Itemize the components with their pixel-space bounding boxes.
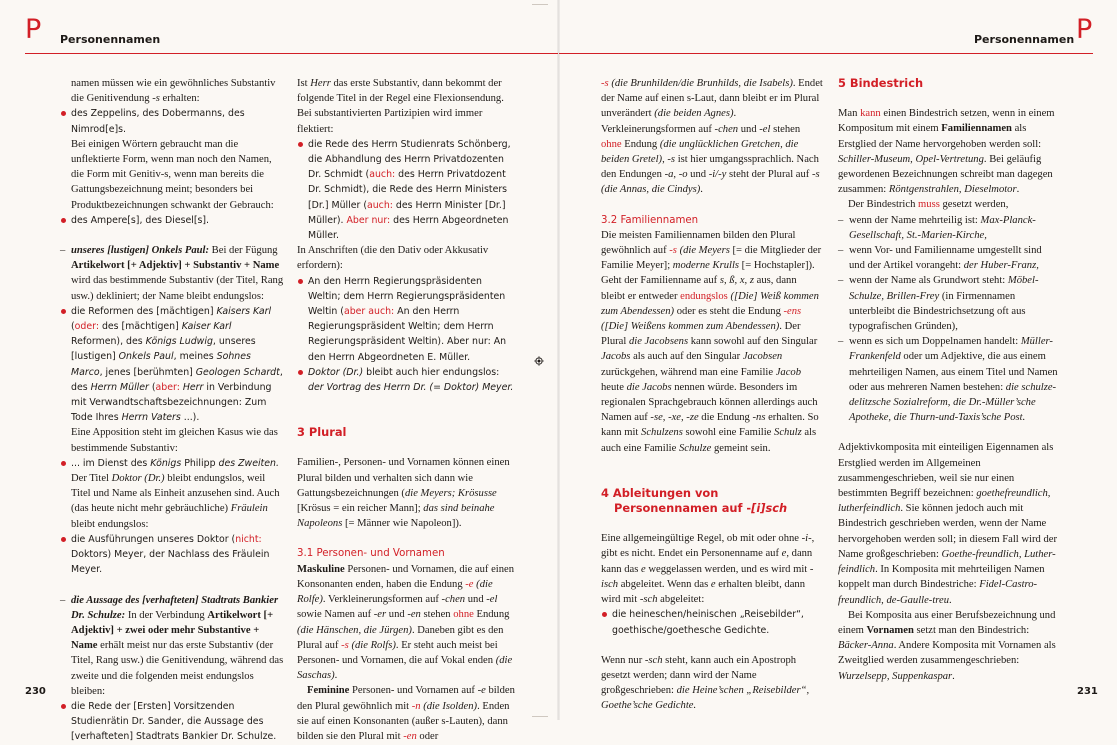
example-bullet: die Rede des Herrn Studienrats Schönberg, die Abhandlung des Herrn Privatdozenten Dr. Schmidt (auch: des Herrn Privatdozent Dr. Schmidt), die Rede des Herrn Ministers [Dr.] Müller (auch: des Herrn Minister [Dr.] Müller). Aber nur: des Herrn Abgeordneten Müller. bbox=[297, 137, 515, 243]
column-4 bbox=[838, 76, 1060, 684]
paragraph: Adjektivkomposita mit einteiligen Eigennamen als Erstglied werden im Allgemeinen zusammengeschrieben, weil sie nur einen bestimmten Begriff bezeichnen: goethefreundlich, lutherfeindlich. Sie können jedoch auch mit Bindestrich geschrieben werden, wenn der Name hervorgehoben werden soll; in diesem Fall wird der Name großgeschrieben: Goethe-freundlich, Luther-feindlich. In Komposita mit mehrteiligen Namen koppelt man durch Bindestriche: Fidel-Castro-freundlich, de-Gaulle-treu. bbox=[838, 442, 1057, 606]
paragraph: Der Bindestrich muss gesetzt werden, bbox=[848, 199, 1009, 211]
column-2 bbox=[297, 76, 515, 744]
header-rule bbox=[25, 53, 558, 54]
paragraph: Bei einigen Wörtern gebraucht man die unflektierte Form, wenn man noch den Namen, die Form mit Genitiv-s, wenn man bereits die Gattungsbezeichnung meint; besonders bei Produktbezeichnungen schwankt der Gebrauch: bbox=[71, 138, 274, 211]
page-number: 231 bbox=[1077, 686, 1098, 697]
paragraph: In Anschriften (die den Dativ oder Akkusativ erfordern): bbox=[297, 245, 489, 272]
paragraph: -s (die Brunhilden/die Brunhilds, die Isabels). Endet der Name auf einen s-Laut, dann bleibt er im Plural unverändert (die beiden Agnes). Verkleinerungsformen auf -chen und -el stehen ohne Endung (die unglücklichen Gretchen, die beiden Gretel), -s ist hier umgangssprachlich. Nach den Endungen -a, -o und -i/-y steht der Plural auf -s (die Annas, die Cindys). bbox=[601, 78, 823, 196]
section-letter: P bbox=[25, 14, 42, 45]
example-bullet: Doktor (Dr.) bleibt auch hier endungslos: der Vortrag des Herrn Dr. (= Doktor) Meyer. bbox=[297, 365, 515, 395]
paragraph: Eine allgemeingültige Regel, ob mit oder ohne -i-, gibt es nicht. Endet ein Personenname auf e, dann kann das e weggelassen werden, und es wird mit -isch abgeleitet. Wenn das e erhalten bleibt, dann wird mit -sch abgeleitet: bbox=[601, 533, 815, 606]
rule-item: – wenn Vor- und Familienname umgestellt sind und der Artikel vorangeht: der Huber-Franz, bbox=[838, 243, 1060, 273]
example-bullet: An den Herrn Regierungspräsidenten Weltin; dem Herrn Regierungspräsidenten Weltin (aber auch: An den Herrn Regierungspräsident Weltin; dem Herrn Regierungspräsident Weltin). Aber nur: An den Herrn Abgeordneten E. Müller. bbox=[297, 274, 515, 365]
example-bullet: ... im Dienst des Königs Philipp des Zweiten. bbox=[60, 456, 284, 471]
header-rule bbox=[559, 53, 1093, 54]
example-bullet: des Zeppelins, des Dobermanns, des Nimrod[e]s. bbox=[60, 106, 284, 136]
running-head: Personennamen bbox=[60, 33, 161, 46]
subsection-heading: 3.2 Familiennamen bbox=[601, 214, 699, 226]
rule-item: – wenn der Name mehrteilig ist: Max-Planck-Gesellschaft, St.-Marien-Kirche, bbox=[838, 213, 1060, 243]
right-page bbox=[559, 0, 1117, 720]
section-heading: 5 Bindestrich bbox=[838, 76, 924, 90]
paragraph: Maskuline Personen- und Vornamen, die auf einen Konsonanten enden, haben die Endung -e (die Rolfe). Verkleinerungsformen auf -chen und -el sowie Namen auf -er und -en stehen ohne Endung (die Hänschen, die Jürgen). Daneben gibt es den Plural auf -s (die Rolfs). Er steht auch meist bei Personen- und Vornamen, die auf Vokal enden (die Saschas). bbox=[297, 563, 515, 682]
paragraph: Familien-, Personen- und Vornamen können einen Plural bilden und verhalten sich dann wie Gattungsbezeichnungen (die Meyers; Krösusse [Krösus = ein reicher Mann]; das sind beinahe Napoleons [= Männer wie Napoleon]). bbox=[297, 457, 510, 530]
column-1 bbox=[60, 76, 284, 745]
example-bullet: die Rede der [Ersten] Vorsitzenden Studienrätin Dr. Sander, die Aussage des [verhafteten] Stadtrats Bankier Dr. Schulze. bbox=[60, 699, 284, 745]
rule-item: – wenn es sich um Doppelnamen handelt: Müller-Frankenfeld oder um Adjektive, die aus einem mehrteiligen Namen, aus einem Titel und Namen oder aus mehreren Namen bestehen: die schulze-delitzsche Sozialreform, die Dr.-Müller’sche Apotheke, die Thurn-und-Taxis’sche Post. bbox=[838, 334, 1060, 425]
running-head: Personennamen bbox=[974, 33, 1075, 46]
example-bullet: die Reformen des [mächtigen] Kaisers Karl (oder: des [mächtigen] Kaiser Karl Reformen), des Königs Ludwig, unseres [lustigen] Onkels Paul, meines Sohnes Marco, jenes [berühmten] Geologen Schardt, des Herrn Müller (aber: Herr in Verbindung mit Verwandtschaftsbezeichnungen: Zum Tode Ihres Herrn Vaters ...). bbox=[60, 304, 284, 426]
rule-item: – die Aussage des [verhafteten] Stadtrats Bankier Dr. Schulze: In der Verbindung Artikelwort [+ Adjektiv] + zwei oder mehr Substantive + Name erhält meist nur das erste Substantiv (der Titel, Rang usw.) die Genitivendung, während das zweite und die folgenden meist endungslos bleiben: bbox=[60, 593, 284, 699]
section-heading: 4 Ableitungen von Personennamen auf -[i]sch bbox=[601, 485, 788, 516]
example-bullet: des Ampere[s], des Diesel[s]. bbox=[60, 213, 284, 228]
rule-item: – wenn der Name als Grundwort steht: Möbel-Schulze, Brillen-Frey (in Firmennamen unterbleibt die Bindestrichsetzung oft aus typografischen Gründen), bbox=[838, 273, 1060, 334]
example-bullet: die heineschen/heinischen „Reisebilder“, goethische/goethesche Gedichte. bbox=[601, 607, 823, 637]
example-bullet: die Ausführungen unseres Doktor (nicht: Doktors) Meyer, der Nachlass des Fräulein Meyer. bbox=[60, 532, 284, 578]
paragraph: Wenn nur -sch steht, kann auch ein Apostroph gesetzt werden; dann wird der Name großgeschrieben: die Heine’schen „Reisebilder“, Goethe’sche Gedichte. bbox=[601, 654, 810, 712]
subsection-heading: 3.1 Personen- und Vornamen bbox=[297, 548, 445, 560]
rule-item: – unseres [lustigen] Onkels Paul: Bei der Fügung Artikelwort [+ Adjektiv] + Substantiv + Name wird das bestimmende Substantiv (der Titel, Rang usw.) dekliniert; der Name bleibt endungslos: bbox=[60, 243, 284, 304]
paragraph: namen müssen wie ein gewöhnliches Substantiv die Genitivendung -s erhalten: bbox=[71, 78, 276, 105]
paragraph: Ist Herr das erste Substantiv, dann bekommt der folgende Titel in der Regel eine Flexionsendung. Bei substantivierten Partizipien wird immer flektiert: bbox=[297, 78, 504, 135]
page-number: 230 bbox=[25, 686, 46, 697]
left-page bbox=[0, 0, 558, 743]
section-heading: 3 Plural bbox=[297, 425, 347, 440]
paragraph: Man kann einen Bindestrich setzen, wenn in einem Kompositum mit einem Familiennamen als Erstglied der Name hervorgehoben werden soll: Schiller-Museum, Opel-Vertretung. Bei geläufig gewordenen Bezeichnungen schreibt man dagegen zusammen: Röntgenstrahlen, Dieselmotor. bbox=[838, 108, 1055, 196]
paragraph: Die meisten Familiennamen bilden den Plural gewöhnlich auf -s (die Meyers [= die Mitglieder der Familie Meyer]; moderne Krulls [= Hochstapler]). Geht der Familienname auf s, ß, x, z aus, dann bleibt er entweder endungslos ([Die] Weiß kommen zum Abendessen) oder es steht die Endung -ens ([Die] Weißens kommen zum Abendessen). Der Plural die Jacobsens kann sowohl auf den Singular Jacobs als auch auf den Singular Jacobsen zurückgehen, während man eine Familie Jacob heute die Jacobs nennen würde. Besonders im regionalen Sprachgebrauch können allerdings auch Namen auf -se, -xe, -ze die Endung -ns erhalten. So kann mit Schulzens sowohl eine Familie Schulz als auch eine Familie Schulze gemeint sein. bbox=[601, 229, 822, 454]
paragraph: Eine Apposition steht im gleichen Kasus wie das bestimmende Substantiv: bbox=[71, 427, 278, 454]
section-letter: P bbox=[1076, 14, 1093, 45]
paragraph: Bei Komposita aus einer Berufsbezeichnung und einem Vornamen setzt man den Bindestrich: Bäcker-Anna. Andere Komposita mit Vornamen als Zweitglied werden zusammengeschrieben: Wurzelsepp, Suppenkaspar. bbox=[838, 609, 1056, 682]
paragraph: Feminine Personen- und Vornamen auf -e bilden den Plural gewöhnlich mit -n (die Isolden). Enden sie auf einen Konsonanten (außer s-Lauten), dann bilden sie den Plural mit -en oder bbox=[297, 685, 515, 742]
column-3 bbox=[601, 76, 823, 714]
paragraph: Der Titel Doktor (Dr.) bleibt endungslos, weil Titel und Name als Einheit anzusehen sind. Auch (das heute nicht mehr gebräuchliche) Fräulein bleibt endungslos: bbox=[71, 473, 280, 530]
